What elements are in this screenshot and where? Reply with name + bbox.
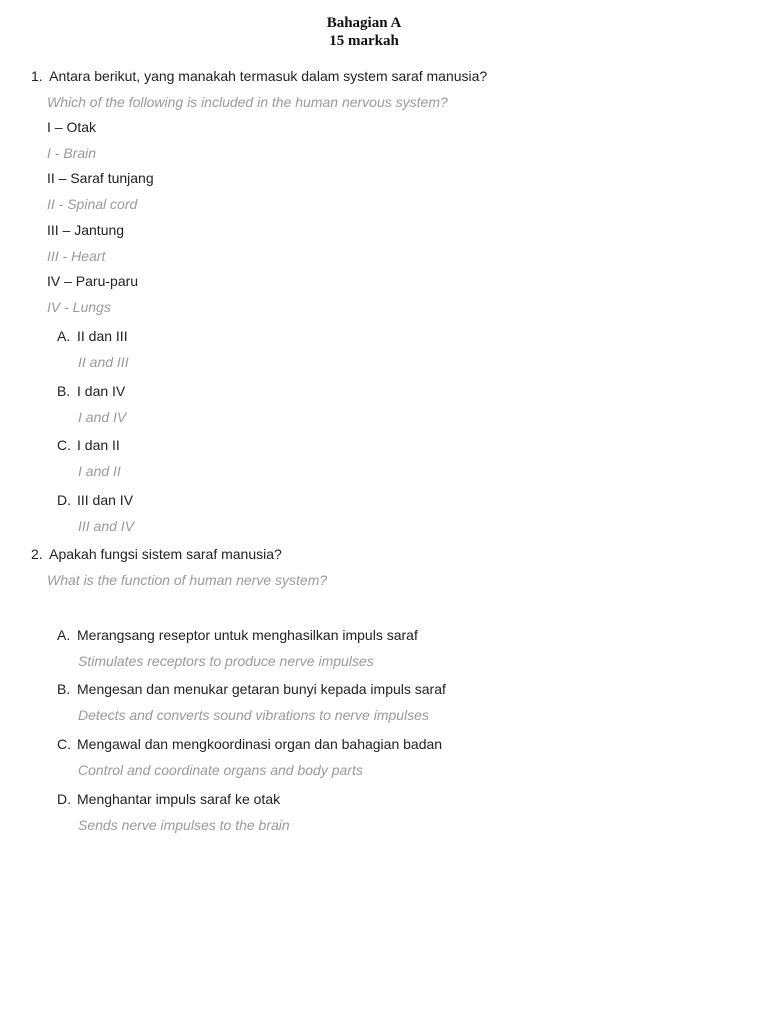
answer-option-d[interactable] (57, 492, 133, 508)
option-translation: Stimulates receptors to produce nerve impulses (78, 653, 374, 669)
option-letter: B. (57, 681, 71, 697)
option-translation: Control and coordinate organs and body parts (78, 762, 363, 778)
question-translation: What is the function of human nerve system? (47, 572, 328, 588)
question-number: 1. (31, 68, 43, 84)
option-letter: C. (57, 437, 71, 453)
option-translation: III and IV (78, 518, 135, 534)
option-translation: I and IV (78, 409, 127, 425)
statement-item: II – Saraf tunjang (47, 170, 154, 186)
section-title: Bahagian A (326, 15, 402, 31)
option-text: I dan IV (77, 383, 126, 399)
option-letter: D. (57, 791, 71, 807)
statement-translation: I - Brain (47, 145, 97, 161)
section-header (0, 14, 728, 50)
statement-item: III – Jantung (47, 222, 125, 238)
answer-option-d[interactable] (57, 791, 280, 807)
question-2 (31, 546, 282, 562)
option-text: Mengawal dan mengkoordinasi organ dan bahagian badan (77, 736, 443, 752)
option-text: III dan IV (77, 492, 134, 508)
answer-option-b[interactable] (57, 681, 446, 697)
option-text: II dan III (77, 328, 128, 344)
option-letter: D. (57, 492, 71, 508)
option-letter: B. (57, 383, 71, 399)
option-translation: Detects and converts sound vibrations to nerve impulses (78, 707, 429, 723)
option-translation: II and III (78, 354, 129, 370)
option-letter: A. (57, 627, 71, 643)
answer-option-a[interactable] (57, 627, 418, 643)
answer-option-a[interactable] (57, 328, 128, 344)
option-translation: Sends nerve impulses to the brain (78, 817, 290, 833)
option-letter: C. (57, 736, 71, 752)
answer-option-c[interactable] (57, 437, 120, 453)
option-text: Merangsang reseptor untuk menghasilkan impuls saraf (77, 627, 418, 643)
option-translation: I and II (78, 463, 121, 479)
question-translation: Which of the following is included in the human nervous system? (47, 94, 448, 110)
option-text: I dan II (77, 437, 120, 453)
question-text: Apakah fungsi sistem saraf manusia? (49, 546, 282, 562)
question-1 (31, 68, 487, 84)
option-text: Mengesan dan menukar getaran bunyi kepada impuls saraf (77, 681, 446, 697)
option-letter: A. (57, 328, 71, 344)
statement-item: IV – Paru-paru (47, 273, 139, 289)
answer-option-b[interactable] (57, 383, 125, 399)
statement-translation: II - Spinal cord (47, 196, 138, 212)
question-text: Antara berikut, yang manakah termasuk dalam system saraf manusia? (49, 68, 488, 84)
section-marks: 15 markah (329, 33, 399, 49)
statement-translation: IV - Lungs (47, 299, 111, 315)
question-number: 2. (31, 546, 43, 562)
statement-translation: III - Heart (47, 248, 106, 264)
statement-item: I – Otak (47, 119, 97, 135)
answer-option-c[interactable] (57, 736, 442, 752)
option-text: Menghantar impuls saraf ke otak (77, 791, 281, 807)
